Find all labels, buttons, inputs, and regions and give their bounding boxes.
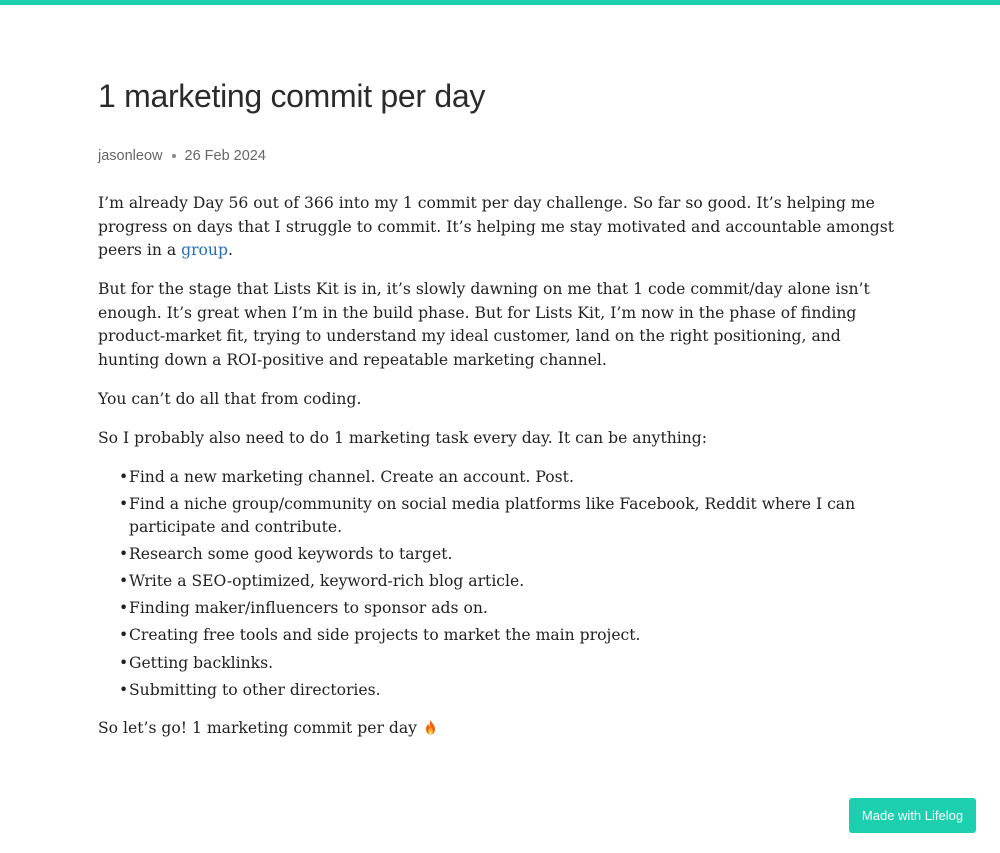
post-title: 1 marketing commit per day xyxy=(98,78,486,114)
paragraph-4: So I probably also need to do 1 marketing task every day. It can be anything: xyxy=(98,428,708,447)
post-article xyxy=(98,72,898,756)
list-item: • Creating free tools and side projects to market the main project. xyxy=(119,624,898,648)
post-meta xyxy=(98,147,898,165)
paragraph-1-text: I’m already Day 56 out of 366 into my 1 commit per day challenge. So far so good. It’s helping me progress on days that I struggle to commit. It’s helping me stay motivated and accountable amongst peers in a xyxy=(98,194,895,259)
paragraph-1 xyxy=(98,192,898,263)
paragraph-1-end: . xyxy=(227,241,233,259)
list-item: • Submitting to other directories. xyxy=(119,679,898,703)
closing-paragraph xyxy=(98,717,898,741)
post-date: 26 Feb 2024 xyxy=(184,148,266,164)
fire-icon xyxy=(424,719,437,735)
made-with-lifelog-button[interactable]: Made with Lifelog xyxy=(849,798,976,833)
list-item: • Research some good keywords to target. xyxy=(119,543,898,567)
list-item: • Write a SEO-optimized, keyword-rich blog article. xyxy=(119,570,898,594)
paragraph-2: But for the stage that Lists Kit is in, it’s slowly dawning on me that 1 code commit/day alone isn’t enough. It’s great when I’m in the build phase. But for Lists Kit, I’m now in the phase of finding product-market fit, trying to understand my ideal customer, land on the right positioning, and hunting down a ROI-positive and repeatable marketing channel. xyxy=(98,280,870,369)
closing-text: So let’s go! 1 marketing commit per day xyxy=(98,719,417,738)
paragraph-3: You can’t do all that from coding. xyxy=(98,389,362,408)
author-name[interactable]: jasonleow xyxy=(98,148,163,164)
list-item: • Getting backlinks. xyxy=(119,652,898,676)
top-accent-bar xyxy=(0,0,1000,5)
meta-separator-dot xyxy=(172,154,176,158)
list-item: • Find a new marketing channel. Create an account. Post. xyxy=(119,466,898,490)
post-body xyxy=(98,192,898,741)
marketing-task-list xyxy=(98,466,898,703)
group-link[interactable]: group xyxy=(181,241,228,259)
list-item: • Finding maker/influencers to sponsor ads on. xyxy=(119,597,898,621)
list-item: • Find a niche group/community on social media platforms like Facebook, Reddit where I can participate and contribute. xyxy=(119,493,898,540)
